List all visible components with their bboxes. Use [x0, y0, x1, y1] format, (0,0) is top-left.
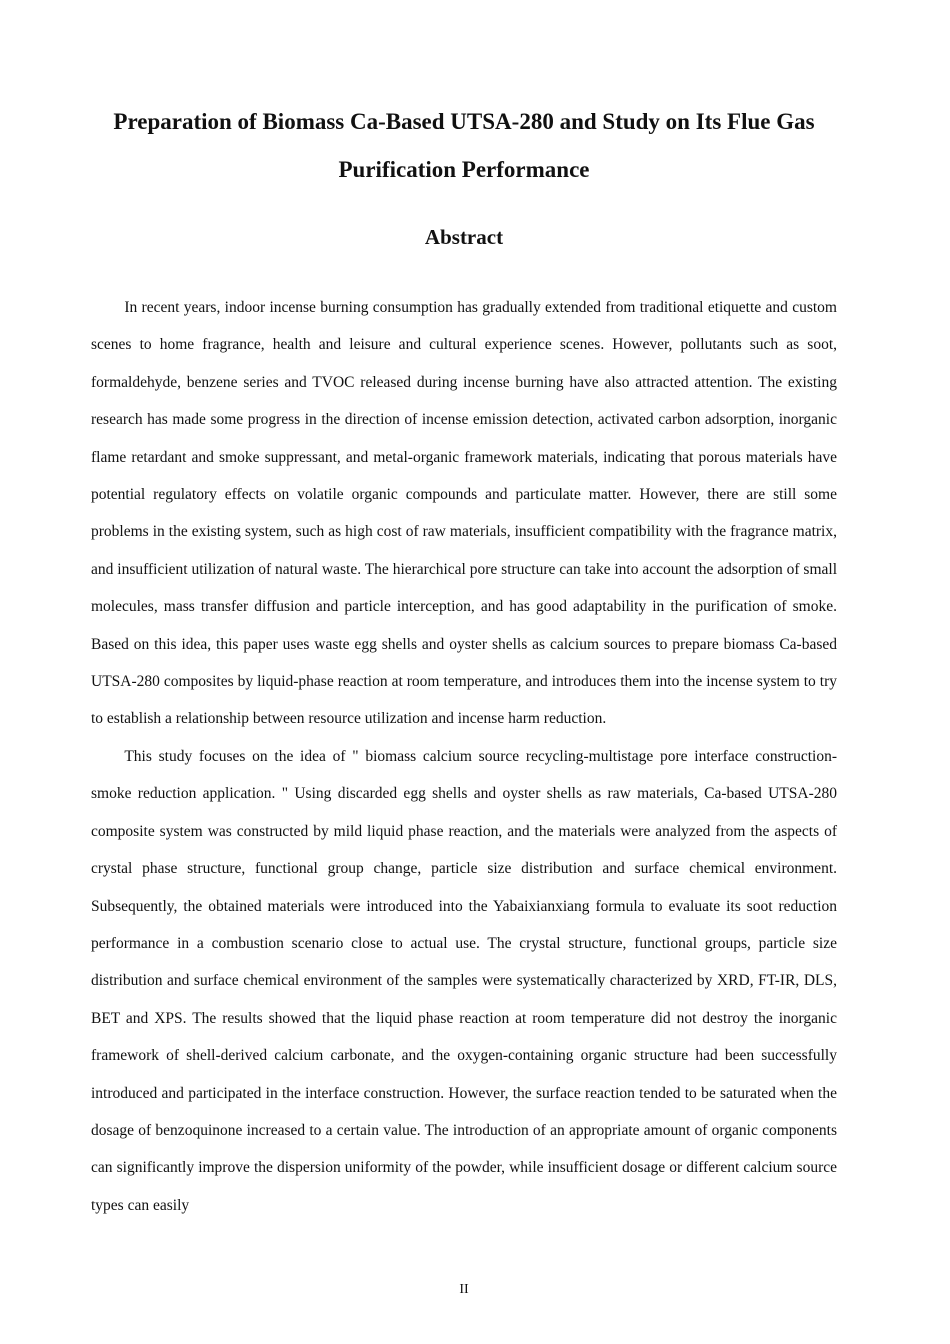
abstract-paragraph: In recent years, indoor incense burning consumption has gradually extended from traditional etiquette and custom scenes to home fragrance, health and leisure and cultural experience scenes. However, pollutants such as soot, formaldehyde, benzene series and TVOC released during incense burning have also attracted attention. The existing research has made some progress in the direction of incense emission detection, activated carbon adsorption, inorganic flame retardant and smoke suppressant, and metal-organic framework materials, indicating that porous materials have potential regulatory effects on volatile organic compounds and particulate matter. However, there are still some problems in the existing system, such as high cost of raw materials, insufficient compatibility with the fragrance matrix, and insufficient utilization of natural waste. The hierarchical pore structure can take into account the adsorption of small molecules, mass transfer diffusion and particle interception, and has good adaptability in the purification of smoke. Based on this idea, this paper uses waste egg shells and oyster shells as calcium sources to prepare biomass Ca-based UTSA-280 composites by liquid-phase reaction at room temperature, and introduces them into the incense system to try to establish a relationship between resource utilization and incense harm reduction. — [91, 299, 837, 728]
abstract-paragraph: This study focuses on the idea of " biomass calcium source recycling-multistage pore interface construction-smoke reduction application. " Using discarded egg shells and oyster shells as raw materials, Ca-based UTSA-280 composite system was constructed by mild liquid phase reaction, and the materials were analyzed from the aspects of crystal phase structure, functional group change, particle size distribution and surface chemical environment. Subsequently, the obtained materials were introduced into the Yabaixianxiang formula to evaluate its soot reduction performance in a combustion scenario close to actual use. The crystal structure, functional groups, particle size distribution and surface chemical environment of the samples were systematically characterized by XRD, FT-IR, DLS, BET and XPS. The results showed that the liquid phase reaction at room temperature did not destroy the inorganic framework of shell-derived calcium carbonate, and the oxygen-containing organic structure had been successfully introduced and participated in the interface construction. However, the surface reaction tended to be saturated when the dosage of benzoquinone increased to a certain value. The introduction of an appropriate amount of organic components can significantly improve the dispersion uniformity of the powder, while insufficient dosage or different calcium source types can easily — [91, 747, 837, 1214]
abstract-body — [91, 289, 837, 1224]
abstract-heading: Abstract — [424, 225, 504, 249]
document-title: Preparation of Biomass Ca-Based UTSA-280 and Study on Its Flue Gas Purification Performance — [113, 109, 815, 182]
page-number: II — [459, 1282, 469, 1297]
